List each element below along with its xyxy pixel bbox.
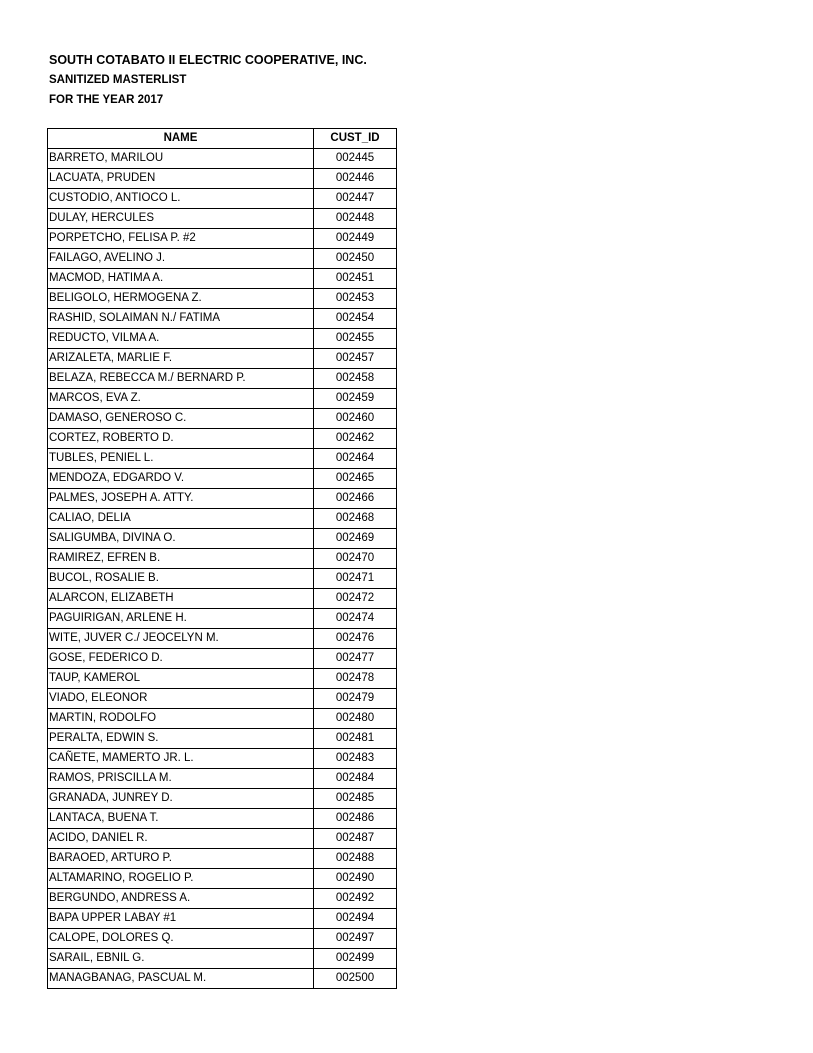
table-row xyxy=(48,429,397,449)
customer-name-cell: REDUCTO, VILMA A. xyxy=(48,329,314,349)
customer-name-cell: PALMES, JOSEPH A. ATTY. xyxy=(48,489,314,509)
customer-id-cell: 002454 xyxy=(314,309,397,329)
table-body xyxy=(48,149,397,989)
customer-id-cell: 002451 xyxy=(314,269,397,289)
table-row xyxy=(48,169,397,189)
customer-id-cell: 002479 xyxy=(314,689,397,709)
customer-name-cell: TAUP, KAMEROL xyxy=(48,669,314,689)
header-row xyxy=(48,129,397,149)
customer-name-cell: BAPA UPPER LABAY #1 xyxy=(48,909,314,929)
customer-name-cell: BERGUNDO, ANDRESS A. xyxy=(48,889,314,909)
table-row xyxy=(48,729,397,749)
table-row xyxy=(48,209,397,229)
customer-name-cell: MANAGBANAG, PASCUAL M. xyxy=(48,969,314,989)
table-header xyxy=(48,129,397,149)
customer-id-cell: 002465 xyxy=(314,469,397,489)
customer-id-cell: 002474 xyxy=(314,609,397,629)
customer-id-cell: 002478 xyxy=(314,669,397,689)
customer-id-cell: 002492 xyxy=(314,889,397,909)
table-row xyxy=(48,589,397,609)
table-row xyxy=(48,969,397,989)
table-row xyxy=(48,549,397,569)
customer-id-cell: 002466 xyxy=(314,489,397,509)
customer-id-cell: 002449 xyxy=(314,229,397,249)
column-header-cust-id: CUST_ID xyxy=(314,129,397,149)
customer-name-cell: PAGUIRIGAN, ARLENE H. xyxy=(48,609,314,629)
customer-id-cell: 002472 xyxy=(314,589,397,609)
customer-id-cell: 002450 xyxy=(314,249,397,269)
customer-name-cell: PERALTA, EDWIN S. xyxy=(48,729,314,749)
table-row xyxy=(48,229,397,249)
customer-id-cell: 002483 xyxy=(314,749,397,769)
table-row xyxy=(48,769,397,789)
table-row xyxy=(48,869,397,889)
table-row xyxy=(48,529,397,549)
customer-id-cell: 002487 xyxy=(314,829,397,849)
table-row xyxy=(48,789,397,809)
customer-id-cell: 002477 xyxy=(314,649,397,669)
customer-name-cell: GRANADA, JUNREY D. xyxy=(48,789,314,809)
table-row xyxy=(48,609,397,629)
customer-id-cell: 002460 xyxy=(314,409,397,429)
company-title: SOUTH COTABATO II ELECTRIC COOPERATIVE, INC. xyxy=(49,53,367,67)
customer-name-cell: MARTIN, RODOLFO xyxy=(48,709,314,729)
customer-name-cell: BARAOED, ARTURO P. xyxy=(48,849,314,869)
customer-id-cell: 002447 xyxy=(314,189,397,209)
customer-name-cell: ARIZALETA, MARLIE F. xyxy=(48,349,314,369)
customer-name-cell: GOSE, FEDERICO D. xyxy=(48,649,314,669)
table-row xyxy=(48,489,397,509)
customer-name-cell: BELAZA, REBECCA M./ BERNARD P. xyxy=(48,369,314,389)
table-row xyxy=(48,649,397,669)
customer-id-cell: 002462 xyxy=(314,429,397,449)
customer-name-cell: MARCOS, EVA Z. xyxy=(48,389,314,409)
customer-id-cell: 002480 xyxy=(314,709,397,729)
customer-name-cell: FAILAGO, AVELINO J. xyxy=(48,249,314,269)
customer-name-cell: RAMOS, PRISCILLA M. xyxy=(48,769,314,789)
customer-name-cell: SARAIL, EBNIL G. xyxy=(48,949,314,969)
customer-name-cell: DAMASO, GENEROSO C. xyxy=(48,409,314,429)
customer-id-cell: 002470 xyxy=(314,549,397,569)
customer-name-cell: DULAY, HERCULES xyxy=(48,209,314,229)
customer-name-cell: RASHID, SOLAIMAN N./ FATIMA xyxy=(48,309,314,329)
customer-id-cell: 002457 xyxy=(314,349,397,369)
table-row xyxy=(48,569,397,589)
column-header-name: NAME xyxy=(48,129,314,149)
customer-name-cell: CAÑETE, MAMERTO JR. L. xyxy=(48,749,314,769)
customer-id-cell: 002499 xyxy=(314,949,397,969)
document-subtitle: SANITIZED MASTERLIST xyxy=(49,74,187,86)
table-row xyxy=(48,849,397,869)
table-row xyxy=(48,149,397,169)
table-row xyxy=(48,809,397,829)
table-row xyxy=(48,269,397,289)
table-row xyxy=(48,249,397,269)
table-row xyxy=(48,749,397,769)
customer-name-cell: LANTACA, BUENA T. xyxy=(48,809,314,829)
customer-id-cell: 002468 xyxy=(314,509,397,529)
customer-name-cell: TUBLES, PENIEL L. xyxy=(48,449,314,469)
customer-id-cell: 002453 xyxy=(314,289,397,309)
table-row xyxy=(48,469,397,489)
table-row xyxy=(48,629,397,649)
customer-id-cell: 002445 xyxy=(314,149,397,169)
customer-name-cell: RAMIREZ, EFREN B. xyxy=(48,549,314,569)
customer-name-cell: CUSTODIO, ANTIOCO L. xyxy=(48,189,314,209)
customer-id-cell: 002464 xyxy=(314,449,397,469)
table-row xyxy=(48,889,397,909)
table-row xyxy=(48,929,397,949)
table-row xyxy=(48,909,397,929)
table-row xyxy=(48,349,397,369)
customer-name-cell: MACMOD, HATIMA A. xyxy=(48,269,314,289)
customer-name-cell: ALARCON, ELIZABETH xyxy=(48,589,314,609)
customer-id-cell: 002476 xyxy=(314,629,397,649)
customer-id-cell: 002485 xyxy=(314,789,397,809)
masterlist-table xyxy=(47,128,397,989)
customer-name-cell: ALTAMARINO, ROGELIO P. xyxy=(48,869,314,889)
table-row xyxy=(48,709,397,729)
table-row xyxy=(48,409,397,429)
table-row xyxy=(48,289,397,309)
customer-name-cell: BELIGOLO, HERMOGENA Z. xyxy=(48,289,314,309)
customer-id-cell: 002481 xyxy=(314,729,397,749)
customer-name-cell: WITE, JUVER C./ JEOCELYN M. xyxy=(48,629,314,649)
customer-name-cell: BUCOL, ROSALIE B. xyxy=(48,569,314,589)
customer-id-cell: 002494 xyxy=(314,909,397,929)
table-row xyxy=(48,389,397,409)
customer-id-cell: 002486 xyxy=(314,809,397,829)
year-line: FOR THE YEAR 2017 xyxy=(49,94,164,106)
customer-id-cell: 002471 xyxy=(314,569,397,589)
customer-id-cell: 002490 xyxy=(314,869,397,889)
customer-name-cell: LACUATA, PRUDEN xyxy=(48,169,314,189)
customer-name-cell: PORPETCHO, FELISA P. #2 xyxy=(48,229,314,249)
table-row xyxy=(48,449,397,469)
customer-id-cell: 002497 xyxy=(314,929,397,949)
customer-id-cell: 002455 xyxy=(314,329,397,349)
customer-name-cell: CORTEZ, ROBERTO D. xyxy=(48,429,314,449)
table-row xyxy=(48,829,397,849)
table-row xyxy=(48,669,397,689)
customer-id-cell: 002458 xyxy=(314,369,397,389)
table-row xyxy=(48,309,397,329)
table-row xyxy=(48,689,397,709)
document-header xyxy=(49,50,367,110)
customer-id-cell: 002446 xyxy=(314,169,397,189)
table-row xyxy=(48,369,397,389)
customer-name-cell: BARRETO, MARILOU xyxy=(48,149,314,169)
customer-id-cell: 002448 xyxy=(314,209,397,229)
customer-id-cell: 002488 xyxy=(314,849,397,869)
customer-id-cell: 002500 xyxy=(314,969,397,989)
customer-name-cell: CALIAO, DELIA xyxy=(48,509,314,529)
table-row xyxy=(48,329,397,349)
table-row xyxy=(48,949,397,969)
table-row xyxy=(48,509,397,529)
customer-name-cell: MENDOZA, EDGARDO V. xyxy=(48,469,314,489)
table-row xyxy=(48,189,397,209)
customer-name-cell: VIADO, ELEONOR xyxy=(48,689,314,709)
customer-id-cell: 002459 xyxy=(314,389,397,409)
customer-id-cell: 002484 xyxy=(314,769,397,789)
customer-name-cell: SALIGUMBA, DIVINA O. xyxy=(48,529,314,549)
customer-id-cell: 002469 xyxy=(314,529,397,549)
customer-name-cell: ACIDO, DANIEL R. xyxy=(48,829,314,849)
customer-name-cell: CALOPE, DOLORES Q. xyxy=(48,929,314,949)
